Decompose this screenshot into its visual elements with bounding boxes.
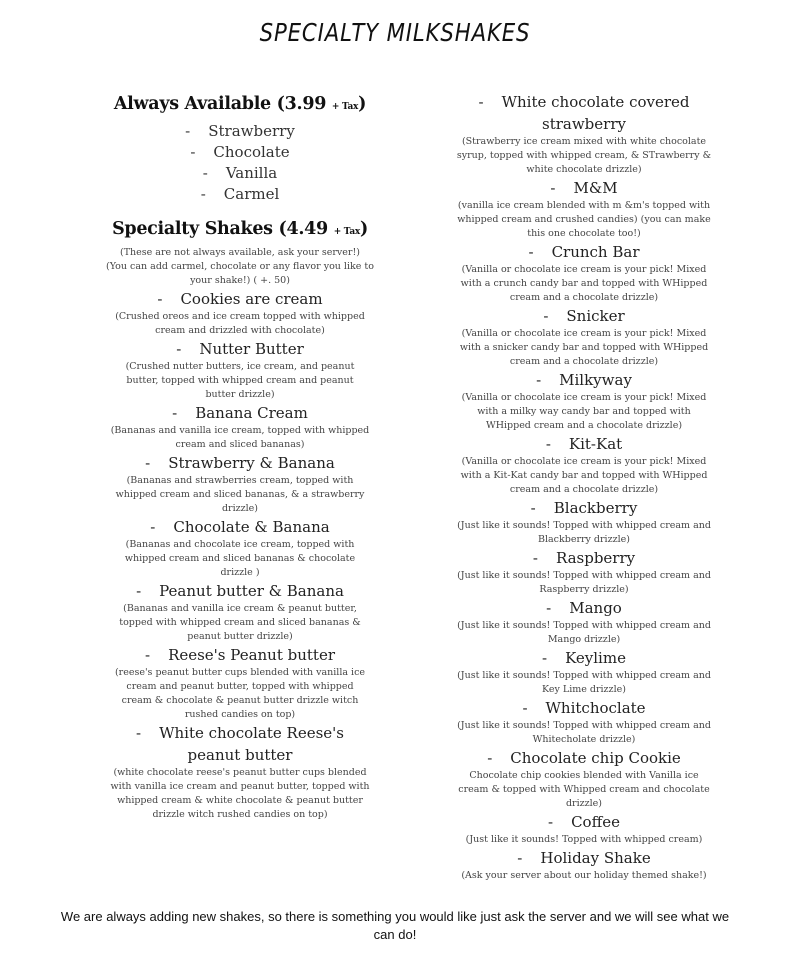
dash-marker: -: [150, 518, 156, 536]
item-description: (Just like it sounds! Topped with whipped cream): [465, 834, 703, 845]
item-name-text: Coffee: [571, 813, 620, 831]
item-name: [455, 305, 713, 327]
menu-item: [455, 91, 713, 177]
menu-item: [110, 402, 370, 452]
footer-note: We are always adding new shakes, so there is something you would like just ask the server and we will see what we can do!: [60, 909, 730, 942]
item-name: [455, 647, 713, 669]
tax-label: + Tax: [331, 102, 359, 112]
dash-marker: -: [135, 724, 142, 742]
dash-marker: -: [200, 185, 206, 203]
menu-title: SPECIALTY MILKSHAKES: [259, 18, 531, 47]
item-name-text: Keylime: [565, 649, 626, 667]
menu-item: [110, 288, 370, 338]
heading-text: Always Available (3.99: [113, 94, 327, 114]
item-name: [455, 177, 713, 199]
dash-marker: -: [528, 243, 534, 261]
dash-marker: -: [543, 307, 549, 325]
item-name: [455, 91, 713, 135]
item-description: (Vanilla or chocolate ice cream is your pick! Mixed with a Kit-Kat candy bar and topped with WHipped cream and a chocolate drizzle): [460, 456, 708, 495]
dash-marker: -: [136, 582, 142, 600]
item-description: Chocolate chip cookies blended with Vanilla ice cream & topped with Whipped cream and chocolate drizzle): [458, 770, 710, 809]
menu-item: [455, 177, 713, 241]
item-description: (white chocolate reese's peanut butter cups blended with vanilla ice cream and peanut butter, topped with whipped cream & white chocolate & peanut butter drizzle witch rushed candies on top): [110, 767, 370, 820]
menu-item: [455, 369, 713, 433]
dash-marker: -: [546, 599, 552, 617]
tax-label: + Tax: [333, 227, 360, 237]
dash-marker: -: [542, 649, 548, 667]
item-name: [455, 547, 713, 569]
dash-marker: -: [185, 122, 191, 140]
specialty-note: (You can add carmel, chocolate or any flavor you like to your shake!) ( +. 50): [106, 261, 374, 286]
right-item-list: [455, 91, 713, 883]
item-description: (Bananas and vanilla ice cream & peanut butter, topped with whipped cream and sliced bananas & peanut butter drizzle): [119, 603, 361, 642]
item-name-text: Chocolate & Banana: [173, 518, 330, 536]
dash-marker: -: [530, 499, 536, 517]
item-name: [110, 402, 370, 424]
item-name: [110, 338, 370, 360]
menu-item: [455, 305, 713, 369]
heading-close: ): [358, 94, 367, 114]
dash-marker: -: [536, 371, 542, 389]
dash-marker: -: [157, 290, 163, 308]
item-name: Strawberry: [208, 122, 295, 140]
item-name: [110, 288, 370, 310]
menu-item: [110, 644, 370, 722]
item-description: (Just like it sounds! Topped with whipped cream and Blackberry drizzle): [457, 520, 711, 545]
item-name-text: Snicker: [566, 307, 625, 325]
item-name-text: Raspberry: [555, 549, 636, 567]
menu-item: [455, 747, 713, 811]
item-name-text: White chocolate covered strawberry: [501, 93, 690, 133]
dash-marker: -: [190, 143, 196, 161]
item-description: (Ask your server about our holiday themed shake!): [461, 870, 707, 881]
item-description: (Crushed oreos and ice cream topped with whipped cream and drizzled with chocolate): [115, 311, 365, 336]
menu-item: [455, 597, 713, 647]
menu-item: [455, 697, 713, 747]
menu-item: [100, 184, 380, 205]
dash-marker: -: [550, 179, 556, 197]
item-name-text: White chocolate Reese's peanut butter: [159, 724, 344, 764]
heading-close: ): [359, 219, 368, 239]
item-name-text: M&M: [573, 179, 618, 197]
heading-text: Specialty Shakes (4.49: [112, 219, 328, 239]
item-name-text: Milkyway: [559, 371, 632, 389]
right-column: [455, 91, 713, 883]
item-name: [455, 811, 713, 833]
item-description: (Just like it sounds! Topped with whipped cream and Key Lime drizzle): [457, 670, 711, 695]
item-name-text: Blackberry: [553, 499, 638, 517]
menu-item: [110, 722, 370, 822]
dash-marker: -: [517, 849, 523, 867]
menu-item: [455, 647, 713, 697]
item-description: (Vanilla or chocolate ice cream is your pick! Mixed with a snicker candy bar and topped with WHipped cream and a chocolate drizzle): [459, 328, 709, 367]
item-description: (Strawberry ice cream mixed with white chocolate syrup, topped with whipped cream, & STrawberry & white chocolate drizzle): [456, 136, 712, 175]
menu-item: [455, 241, 713, 305]
menu-item: [455, 497, 713, 547]
item-name: [455, 497, 713, 519]
menu-item: [455, 847, 713, 883]
item-name-text: Strawberry & Banana: [168, 454, 335, 472]
menu-item: [110, 452, 370, 516]
item-name-text: Banana Cream: [195, 404, 308, 422]
dash-marker: -: [202, 164, 208, 182]
dash-marker: -: [548, 813, 554, 831]
item-name: [455, 241, 713, 263]
item-description: (Vanilla or chocolate ice cream is your pick! Mixed with a crunch candy bar and topped with WHipped cream and a chocolate drizzle): [460, 264, 708, 303]
left-column: [100, 90, 380, 822]
item-name-text: Mango: [569, 599, 622, 617]
item-name: Carmel: [223, 185, 280, 203]
dash-marker: -: [478, 93, 484, 111]
item-name: [455, 847, 713, 869]
left-item-list: [100, 288, 380, 822]
menu-item: [110, 580, 370, 644]
item-description: (vanilla ice cream blended with m &m's topped with whipped cream and crushed candies) (you can make this one chocolate too!): [457, 200, 711, 239]
item-description: (Just like it sounds! Topped with whipped cream and Mango drizzle): [457, 620, 711, 645]
item-name: [110, 516, 370, 538]
item-name-text: Crunch Bar: [551, 243, 640, 261]
item-name: Chocolate: [213, 143, 290, 161]
item-name: [110, 722, 370, 766]
dash-marker: -: [144, 646, 151, 664]
menu-item: [100, 121, 380, 142]
item-name-text: Nutter Butter: [199, 340, 304, 358]
menu-item: [455, 433, 713, 497]
menu-item: [110, 338, 370, 402]
item-name-text: Peanut butter & Banana: [159, 582, 344, 600]
menu-item: [110, 516, 370, 580]
dash-marker: -: [522, 699, 528, 717]
menu-item: [455, 811, 713, 847]
item-name: [455, 697, 713, 719]
dash-marker: -: [176, 340, 182, 358]
item-name: Vanilla: [225, 164, 278, 182]
item-name: [455, 433, 713, 455]
dash-marker: -: [172, 404, 178, 422]
item-name: [110, 644, 370, 666]
dash-marker: -: [145, 454, 151, 472]
always-available-list: [100, 121, 380, 205]
item-name: [455, 369, 713, 391]
item-description: (Crushed nutter butters, ice cream, and peanut butter, topped with whipped cream and peanut butter drizzle): [125, 361, 355, 400]
item-description: (Bananas and strawberries cream, topped with whipped cream and sliced bananas, & a strawberry drizzle): [115, 475, 365, 514]
item-description: (Vanilla or chocolate ice cream is your pick! Mixed with a milky way candy bar and topped with WHipped cream and a chocolate drizzle): [461, 392, 707, 431]
item-name-text: Holiday Shake: [540, 849, 651, 867]
item-name-text: Cookies are cream: [180, 290, 323, 308]
menu-item: [100, 163, 380, 184]
specialty-note: (These are not always available, ask your server!): [120, 247, 360, 258]
item-description: (Bananas and chocolate ice cream, topped with whipped cream and sliced bananas & chocolate drizzle ): [124, 539, 356, 578]
item-description: (Bananas and vanilla ice cream, topped with whipped cream and sliced bananas): [110, 425, 370, 450]
item-description: (Just like it sounds! Topped with whipped cream and Whitecholate drizzle): [457, 720, 711, 745]
item-name-text: Whitchoclate: [545, 699, 646, 717]
dash-marker: -: [532, 549, 538, 567]
menu-item: [100, 142, 380, 163]
dash-marker: -: [545, 435, 551, 453]
always-available-heading: [100, 90, 380, 121]
item-description: (Just like it sounds! Topped with whipped cream and Raspberry drizzle): [457, 570, 711, 595]
item-name-text: Reese's Peanut butter: [168, 646, 335, 664]
item-name: [455, 597, 713, 619]
item-description: (reese's peanut butter cups blended with vanilla ice cream and peanut butter, topped with whipped cream & chocolate & peanut butter drizzle witch rushed candies on top): [114, 667, 366, 720]
item-name: [110, 580, 370, 602]
dash-marker: -: [487, 749, 493, 767]
menu-item: [455, 547, 713, 597]
item-name-text: Chocolate chip Cookie: [510, 749, 681, 767]
item-name: [110, 452, 370, 474]
item-name: [455, 747, 713, 769]
item-name-text: Kit-Kat: [568, 435, 623, 453]
specialty-heading: [100, 215, 380, 246]
